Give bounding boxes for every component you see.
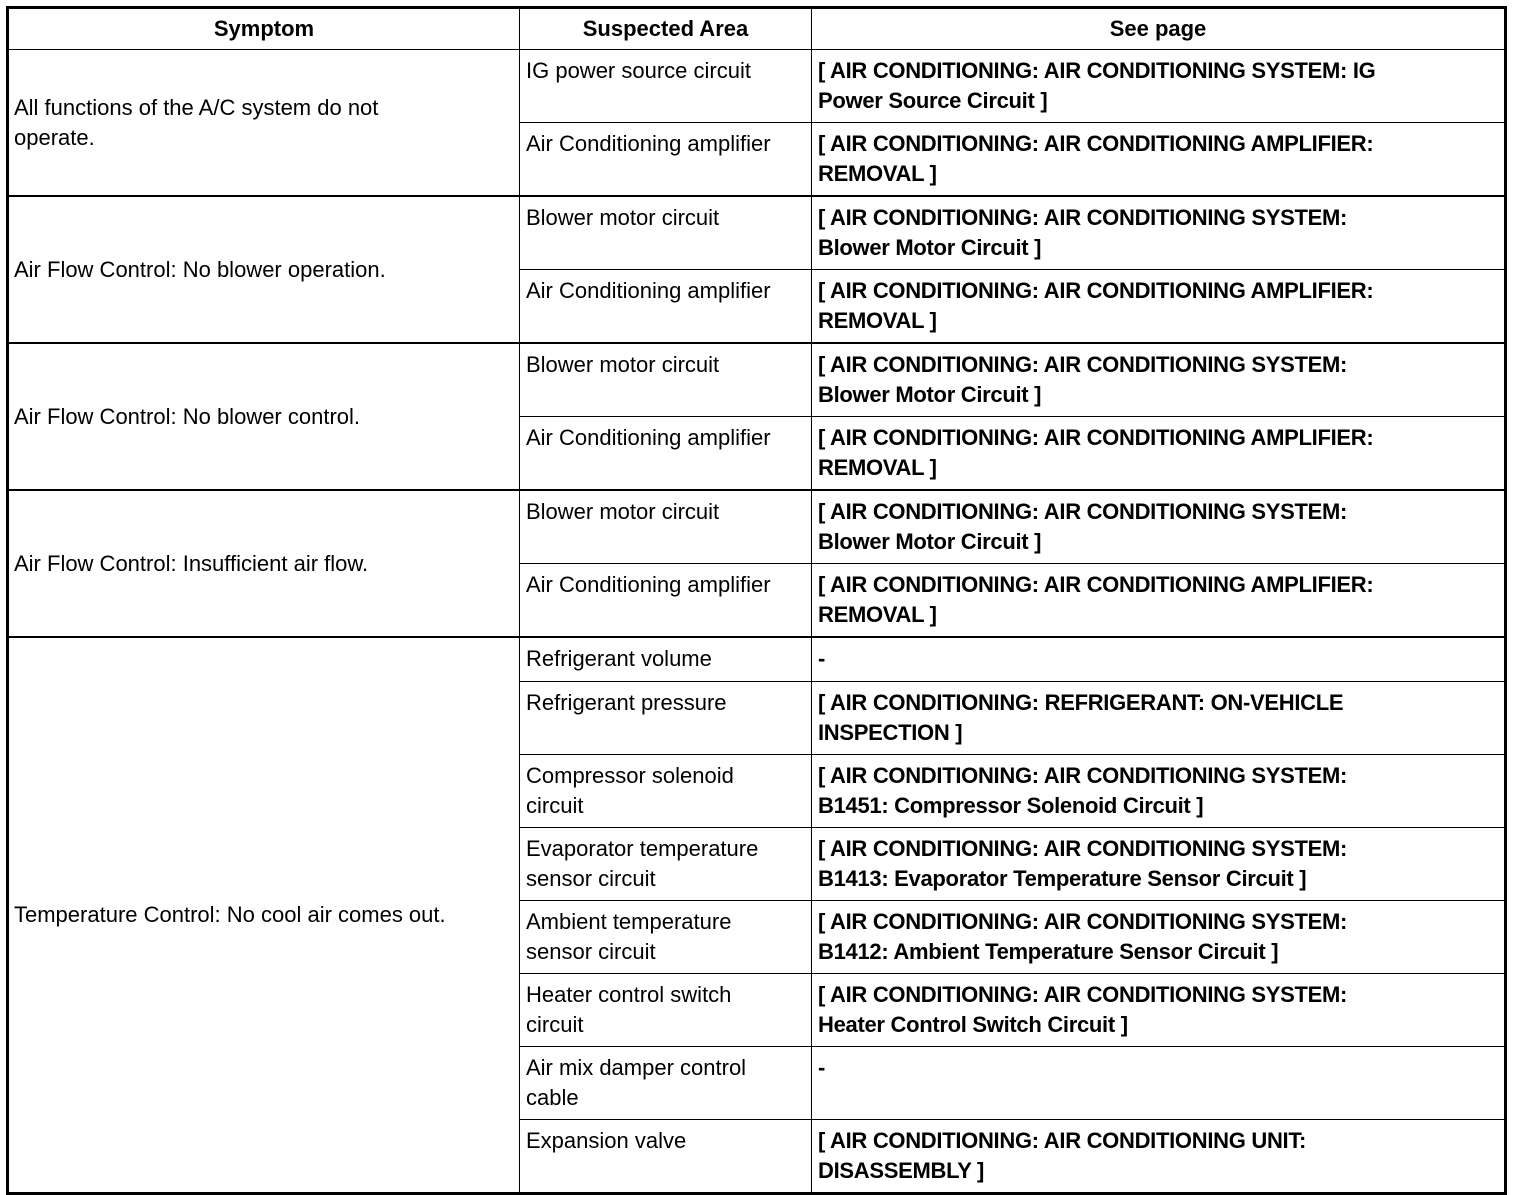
suspected-area-cell <box>520 828 812 901</box>
table-row <box>8 637 1506 682</box>
suspected-area-cell <box>520 417 812 491</box>
header-row <box>8 8 1506 50</box>
header-see-page: See page <box>812 8 1506 50</box>
symptom-line: All functions of the A/C system do not <box>14 94 379 120</box>
suspected-area-cell <box>520 490 812 564</box>
see-page-link-line: [ AIR CONDITIONING: AIR CONDITIONING SYSTEM: <box>818 763 1348 788</box>
suspected-area-line: Air Conditioning amplifier <box>526 572 771 597</box>
suspected-area-line: Air mix damper control <box>526 1055 747 1080</box>
see-page-link-line: [ AIR CONDITIONING: AIR CONDITIONING SYSTEM: <box>818 982 1348 1007</box>
suspected-area-line: Expansion valve <box>526 1128 687 1153</box>
see-page-cell[interactable] <box>812 50 1506 123</box>
suspected-area-cell <box>520 901 812 974</box>
see-page-link-line: - <box>818 646 826 671</box>
suspected-area-line: circuit <box>526 1012 584 1037</box>
suspected-area-cell <box>520 343 812 417</box>
see-page-link-line: [ AIR CONDITIONING: AIR CONDITIONING UNIT: <box>818 1128 1307 1153</box>
suspected-area-line: Air Conditioning amplifier <box>526 425 771 450</box>
troubleshooting-table <box>6 6 1507 1195</box>
suspected-area-line: sensor circuit <box>526 866 656 891</box>
see-page-link-line: REMOVAL ] <box>818 455 937 480</box>
see-page-link-line: REMOVAL ] <box>818 308 937 333</box>
see-page-link-line: Blower Motor Circuit ] <box>818 382 1042 407</box>
suspected-area-cell <box>520 196 812 270</box>
see-page-link-line: [ AIR CONDITIONING: AIR CONDITIONING SYSTEM: IG <box>818 58 1376 83</box>
see-page-cell[interactable] <box>812 1120 1506 1194</box>
see-page-link-line: [ AIR CONDITIONING: AIR CONDITIONING AMPLIFIER: <box>818 425 1374 450</box>
see-page-cell[interactable] <box>812 755 1506 828</box>
see-page-link-line: [ AIR CONDITIONING: AIR CONDITIONING AMPLIFIER: <box>818 278 1374 303</box>
see-page-link-line: [ AIR CONDITIONING: AIR CONDITIONING SYSTEM: <box>818 909 1348 934</box>
table-row <box>8 490 1506 564</box>
symptom-cell <box>8 637 520 1194</box>
suspected-area-cell <box>520 974 812 1047</box>
symptom-line: Temperature Control: No cool air comes out. <box>14 902 446 927</box>
header-symptom: Symptom <box>8 8 520 50</box>
see-page-cell[interactable] <box>812 901 1506 974</box>
suspected-area-line: Blower motor circuit <box>526 499 720 524</box>
see-page-link-line: Heater Control Switch Circuit ] <box>818 1012 1128 1037</box>
see-page-link-line: Power Source Circuit ] <box>818 88 1048 113</box>
see-page-cell[interactable] <box>812 490 1506 564</box>
suspected-area-cell <box>520 682 812 755</box>
suspected-area-line: Blower motor circuit <box>526 205 720 230</box>
symptom-cell <box>8 196 520 343</box>
suspected-area-line: Heater control switch <box>526 982 732 1007</box>
suspected-area-line: Refrigerant volume <box>526 646 712 671</box>
see-page-cell[interactable] <box>812 828 1506 901</box>
see-page-link-line: INSPECTION ] <box>818 720 963 745</box>
see-page-link-line: Blower Motor Circuit ] <box>818 235 1042 260</box>
suspected-area-line: Ambient temperature <box>526 909 732 934</box>
see-page-cell <box>812 1047 1506 1120</box>
see-page-cell[interactable] <box>812 343 1506 417</box>
see-page-link-line: [ AIR CONDITIONING: AIR CONDITIONING SYSTEM: <box>818 836 1348 861</box>
see-page-cell[interactable] <box>812 682 1506 755</box>
suspected-area-line: circuit <box>526 793 584 818</box>
symptom-line: Air Flow Control: Insufficient air flow. <box>14 550 369 576</box>
see-page-link-line: B1451: Compressor Solenoid Circuit ] <box>818 793 1204 818</box>
see-page-cell[interactable] <box>812 123 1506 197</box>
suspected-area-cell <box>520 755 812 828</box>
see-page-cell[interactable] <box>812 196 1506 270</box>
suspected-area-cell <box>520 123 812 197</box>
symptom-line: operate. <box>14 124 95 150</box>
table-row <box>8 50 1506 123</box>
suspected-area-line: IG power source circuit <box>526 58 751 83</box>
see-page-link-line: [ AIR CONDITIONING: AIR CONDITIONING AMPLIFIER: <box>818 131 1374 156</box>
symptom-line: Air Flow Control: No blower control. <box>14 403 361 429</box>
see-page-link-line: [ AIR CONDITIONING: AIR CONDITIONING SYSTEM: <box>818 205 1348 230</box>
see-page-link-line: [ AIR CONDITIONING: REFRIGERANT: ON-VEHICLE <box>818 690 1344 715</box>
see-page-link-line: [ AIR CONDITIONING: AIR CONDITIONING SYSTEM: <box>818 352 1348 377</box>
header-suspected-area: Suspected Area <box>520 8 812 50</box>
see-page-link-line: Blower Motor Circuit ] <box>818 529 1042 554</box>
symptom-cell <box>8 50 520 197</box>
suspected-area-line: Refrigerant pressure <box>526 690 727 715</box>
suspected-area-cell <box>520 1047 812 1120</box>
symptom-cell <box>8 490 520 637</box>
see-page-link-line: [ AIR CONDITIONING: AIR CONDITIONING SYSTEM: <box>818 499 1348 524</box>
see-page-link-line: REMOVAL ] <box>818 602 937 627</box>
table-row <box>8 196 1506 270</box>
suspected-area-cell <box>520 637 812 682</box>
see-page-link-line: - <box>818 1055 826 1080</box>
see-page-link-line: B1412: Ambient Temperature Sensor Circuit ] <box>818 939 1279 964</box>
see-page-cell[interactable] <box>812 974 1506 1047</box>
suspected-area-line: Air Conditioning amplifier <box>526 278 771 303</box>
suspected-area-cell <box>520 1120 812 1194</box>
see-page-link-line: REMOVAL ] <box>818 161 937 186</box>
see-page-cell <box>812 637 1506 682</box>
suspected-area-line: Compressor solenoid <box>526 763 734 788</box>
see-page-link-line: B1413: Evaporator Temperature Sensor Circuit ] <box>818 866 1307 891</box>
suspected-area-line: Evaporator temperature <box>526 836 759 861</box>
suspected-area-cell <box>520 50 812 123</box>
suspected-area-line: Air Conditioning amplifier <box>526 131 771 156</box>
suspected-area-line: sensor circuit <box>526 939 656 964</box>
see-page-link-line: [ AIR CONDITIONING: AIR CONDITIONING AMPLIFIER: <box>818 572 1374 597</box>
table-row <box>8 343 1506 417</box>
suspected-area-cell <box>520 564 812 638</box>
suspected-area-cell <box>520 270 812 344</box>
symptom-line: Air Flow Control: No blower operation. <box>14 256 386 282</box>
suspected-area-line: Blower motor circuit <box>526 352 720 377</box>
suspected-area-line: cable <box>526 1085 579 1110</box>
see-page-cell[interactable] <box>812 270 1506 344</box>
see-page-link-line: DISASSEMBLY ] <box>818 1158 985 1183</box>
see-page-cell[interactable] <box>812 417 1506 491</box>
see-page-cell[interactable] <box>812 564 1506 638</box>
symptom-cell <box>8 343 520 490</box>
